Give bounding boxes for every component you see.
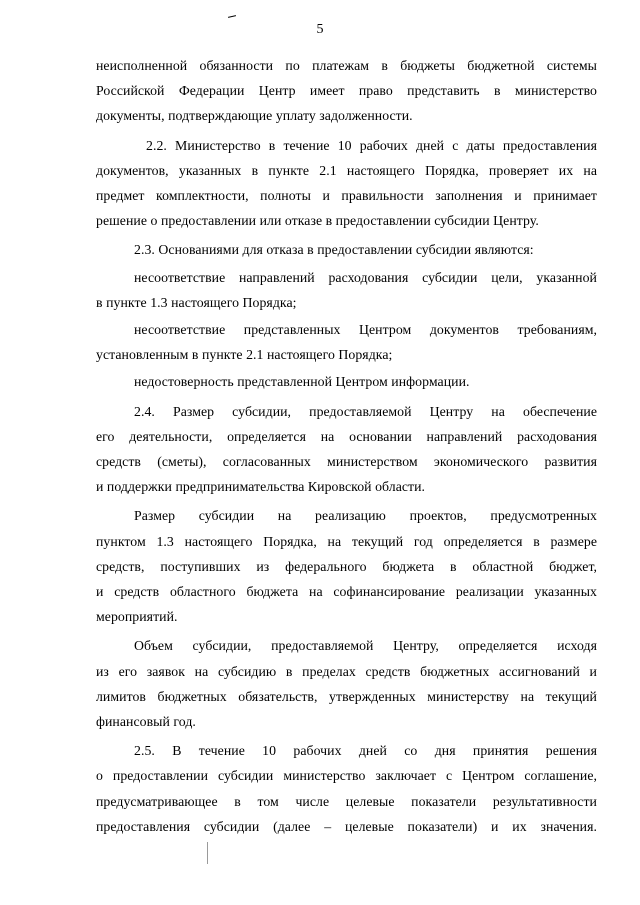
list-item-reason-3 xyxy=(96,369,597,394)
text-line: мероприятий. xyxy=(96,609,178,625)
paragraph-subsidy-size xyxy=(96,503,597,629)
text-line: Размер субсидии на реализацию проектов, предусмотренных xyxy=(134,508,597,524)
text-line: средств, поступивших из федерального бюджета в областной бюджет, xyxy=(96,558,597,574)
text-line: предусматривающее в том числе целевые показатели результативности xyxy=(96,793,597,809)
text-line: Объем субсидии, предоставляемой Центру, определяется исходя xyxy=(134,638,597,654)
paragraph-subsidy-volume xyxy=(96,633,597,734)
text-line: документов, указанных в пункте 2.1 настоящего Порядка, проверяет их на xyxy=(96,162,597,178)
text-line: документы, подтверждающие уплату задолженности. xyxy=(96,108,413,124)
text-line: его деятельности, определяется на основании направлений расходования xyxy=(96,428,597,444)
text-line: и средств областного бюджета на софинансирование реализации указанных xyxy=(96,584,597,600)
text-line: в пункте 1.3 настоящего Порядка; xyxy=(96,294,297,310)
list-item-reason-2 xyxy=(96,317,597,367)
scan-artifact xyxy=(207,842,208,864)
text-line: Российской Федерации Центр имеет право представить в министерство xyxy=(96,83,597,99)
text-line: пунктом 1.3 настоящего Порядка, на текущий год определяется в размере xyxy=(96,533,597,549)
text-line: неисполненной обязанности по платежам в бюджеты бюджетной системы xyxy=(96,58,597,73)
paragraph-2-4 xyxy=(96,399,597,500)
paragraph-continuation xyxy=(96,53,597,129)
text-line: из его заявок на субсидию в пределах средств бюджетных ассигнований и xyxy=(96,663,597,679)
text-line: 2.3. Основаниями для отказа в предоставлении субсидии являются: xyxy=(134,242,534,258)
text-line: о предоставлении субсидии министерство заключает с Центром соглашение, xyxy=(96,768,597,784)
text-line: несоответствие направлений расходования субсидии цели, указанной xyxy=(134,269,597,285)
text-line: предмет комплектности, полноты и правильности заполнения и принимает xyxy=(96,188,597,204)
paragraph-2-2 xyxy=(96,133,597,234)
list-item-reason-1 xyxy=(96,265,597,315)
paragraph-2-3 xyxy=(96,237,597,262)
text-line: 2.2. Министерство в течение 10 рабочих дней с даты предоставления xyxy=(146,137,597,153)
text-line: установленным в пункте 2.1 настоящего Порядка; xyxy=(96,347,393,363)
text-line: 2.5. В течение 10 рабочих дней со дня принятия решения xyxy=(134,743,597,759)
text-line: 2.4. Размер субсидии, предоставляемой Центру на обеспечение xyxy=(134,403,597,419)
text-line: лимитов бюджетных обязательств, утвержденных министерству на текущий xyxy=(96,688,597,704)
scan-mark xyxy=(228,15,236,18)
paragraph-2-5 xyxy=(96,738,597,839)
document-body xyxy=(96,53,597,839)
page-number: 5 xyxy=(316,22,324,37)
text-line: несоответствие представленных Центром документов требованиям, xyxy=(134,322,597,338)
text-line: финансовый год. xyxy=(96,714,196,730)
text-line: недостоверность представленной Центром информации. xyxy=(134,374,470,390)
text-line: предоставления субсидии (далее – целевые показатели) и их значения. xyxy=(96,818,597,834)
text-line: средств (сметы), согласованных министерством экономического развития xyxy=(96,454,597,470)
text-line: решение о предоставлении или отказе в предоставлении субсидии Центру. xyxy=(96,213,539,229)
text-line: и поддержки предпринимательства Кировской области. xyxy=(96,479,426,495)
